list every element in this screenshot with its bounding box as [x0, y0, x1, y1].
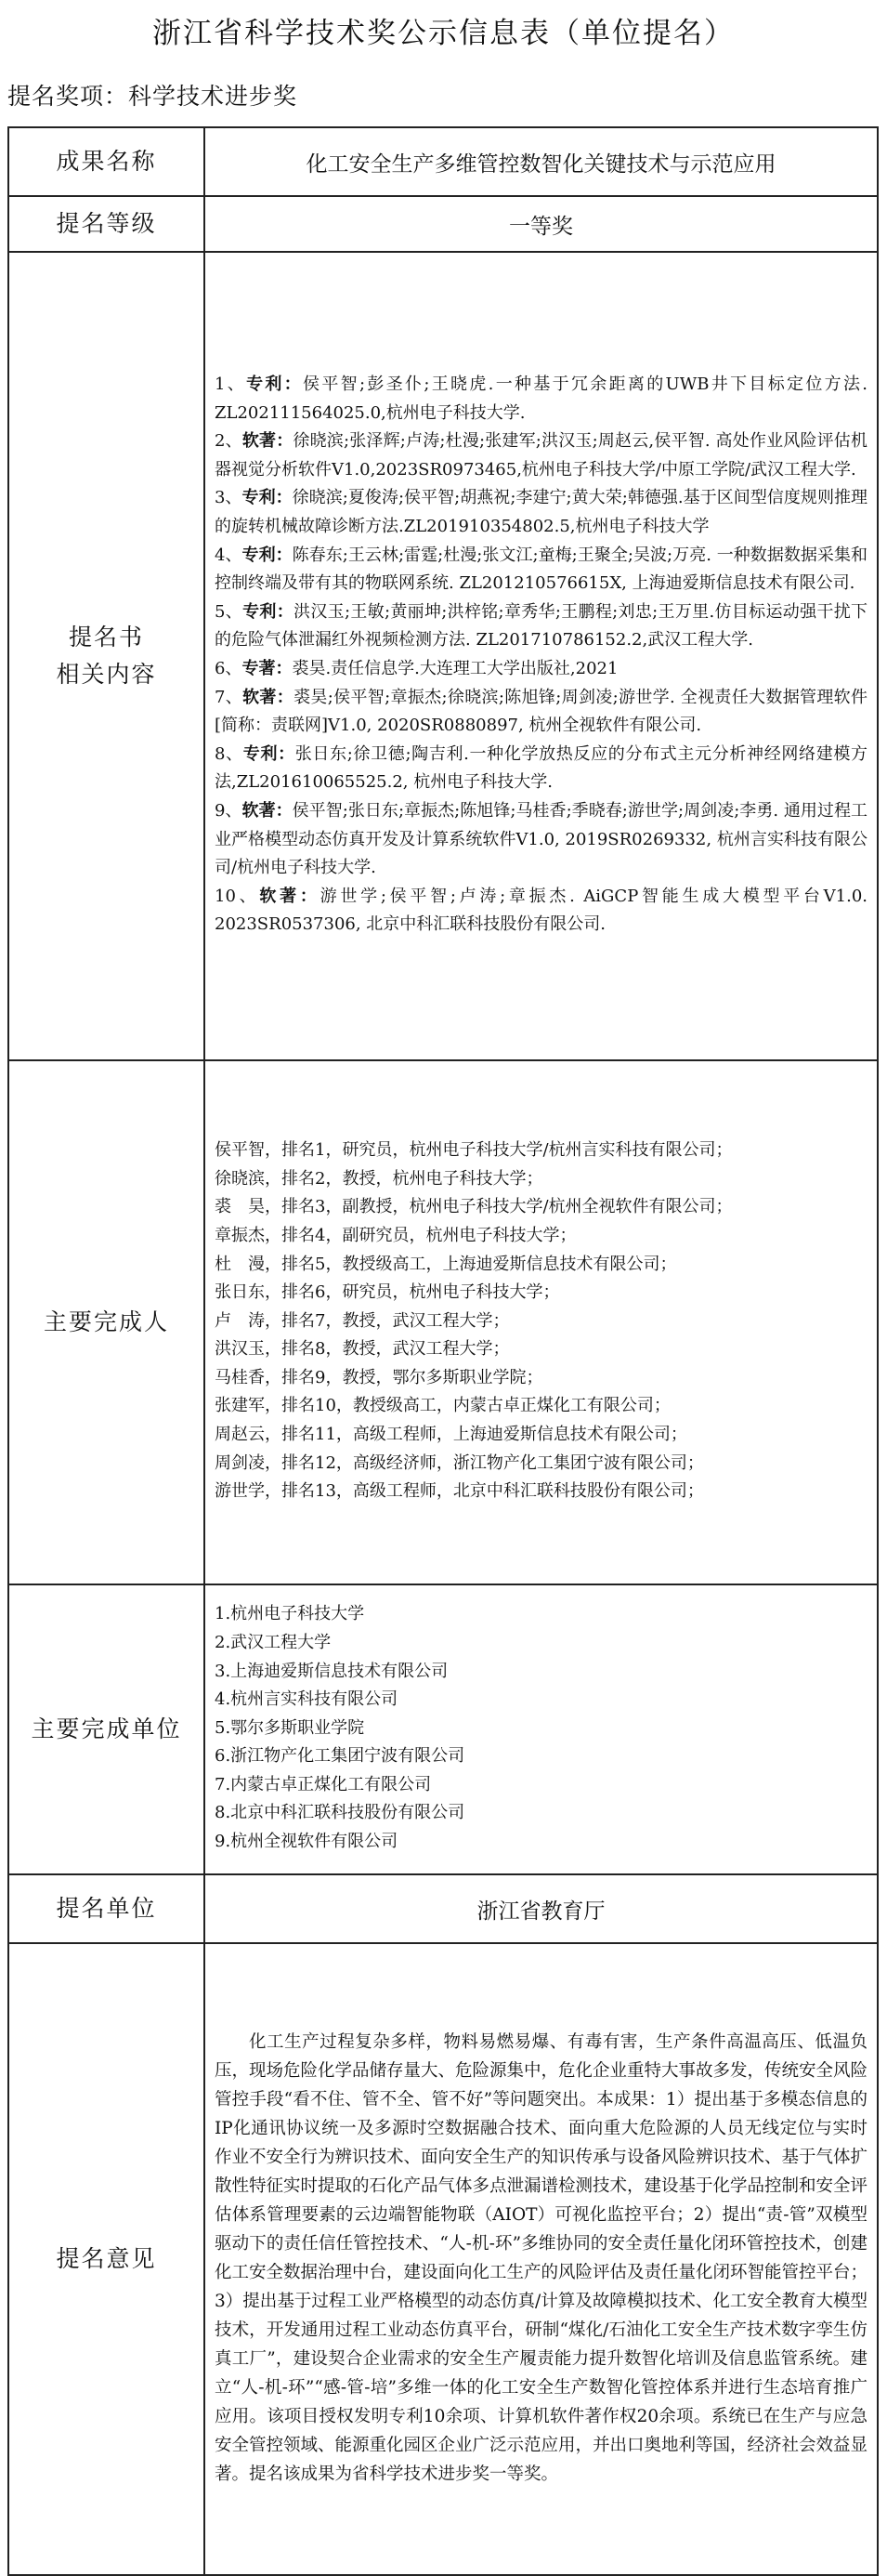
- unit-line: 1.杭州电子科技大学: [215, 1604, 365, 1624]
- row-grade: [8, 196, 878, 252]
- work-num: 10、: [215, 886, 260, 906]
- unit-line: 9.杭州全视软件有限公司: [215, 1832, 398, 1852]
- work-item: [215, 797, 867, 883]
- work-tag: 专利：: [241, 545, 293, 565]
- person-line: 裘 昊，排名3，副教授，杭州电子科技大学/杭州全视软件有限公司；: [215, 1197, 733, 1217]
- page-title: 浙江省科学技术奖公示信息表（单位提名）: [152, 17, 735, 50]
- person-line: 章振杰，排名4，副研究员，杭州电子科技大学；: [215, 1225, 577, 1245]
- work-text: 侯平智;张日东;章振杰;陈旭锋;马桂香;季晓春;游世学;周剑凌;李勇. 通用过程工业严格模型动态仿真开发及计算系统软件V1.0, 2019SR0269332, 杭州言实科技有限公司/杭州电子科技大学.: [215, 800, 867, 878]
- works-label-line1: 提名书: [68, 624, 144, 651]
- work-num: 4、: [215, 545, 242, 565]
- work-tag: 专著：: [241, 659, 293, 678]
- work-item: [215, 484, 867, 541]
- person-line: 周赵云，排名11，高级工程师，上海迪爱斯信息技术有限公司；: [215, 1425, 687, 1445]
- work-num: 8、: [215, 743, 243, 764]
- work-tag: 专利：: [241, 488, 293, 508]
- unit-line: 2.武汉工程大学: [215, 1632, 332, 1652]
- row-units: [8, 1584, 878, 1874]
- person-line: 周剑凌，排名12，高级经济师，浙江物产化工集团宁波有限公司；: [215, 1452, 704, 1473]
- nominator-value: 浙江省教育厅: [204, 1874, 878, 1943]
- person-line: 游世学，排名13，高级工程师，北京中科汇联科技股份有限公司；: [215, 1481, 704, 1502]
- row-project: [8, 127, 878, 196]
- unit-line: 3.上海迪爱斯信息技术有限公司: [215, 1661, 449, 1681]
- work-num: 7、: [215, 687, 243, 707]
- person-line: 杜 漫，排名5，教授级高工，上海迪爱斯信息技术有限公司；: [215, 1254, 677, 1274]
- unit-line: 7.内蒙古卓正煤化工有限公司: [215, 1774, 432, 1794]
- work-item: [215, 371, 867, 427]
- work-text: 侯平智;彭圣仆;王晓虎.一种基于冗余距离的UWB井下目标定位方法. ZL202111564025.0,杭州电子科技大学.: [215, 375, 868, 423]
- person-line: 卢 涛，排名7，教授，武汉工程大学；: [215, 1310, 510, 1331]
- person-line: 张建军，排名10，教授级高工，内蒙古卓正煤化工有限公司；: [215, 1396, 671, 1416]
- project-label: 成果名称: [8, 127, 204, 196]
- work-item: [215, 684, 867, 741]
- work-text: 洪汉玉;王敏;黄丽坤;洪梓铭;章秀华;王鹏程;刘忠;王万里.仿目标运动强干扰下的危险气体泄漏红外视频检测方法. ZL201710786152.2,武汉工程大学.: [215, 601, 868, 651]
- work-text: 游世学;侯平智;卢涛;章振杰. AiGCP智能生成大模型平台V1.0. 2023SR0537306, 北京中科汇联科技股份有限公司.: [215, 886, 868, 935]
- unit-line: 5.鄂尔多斯职业学院: [215, 1717, 365, 1738]
- works-content: [204, 252, 878, 1060]
- units-label: 主要完成单位: [8, 1584, 204, 1874]
- units-content: [204, 1584, 878, 1874]
- works-label-line2: 相关内容: [56, 661, 157, 688]
- work-num: 1、: [215, 375, 247, 395]
- work-item: [215, 427, 867, 484]
- work-text: 裘昊.责任信息学.大连理工大学出版社,2021: [292, 659, 619, 678]
- info-table: [7, 126, 879, 2576]
- work-item: [215, 542, 867, 598]
- opinion-content: [204, 1943, 878, 2575]
- work-tag: 软著：: [259, 886, 320, 906]
- project-name: 化工安全生产多维管控数智化关键技术与示范应用: [204, 127, 878, 196]
- unit-line: 4.杭州言实科技有限公司: [215, 1689, 398, 1710]
- row-opinion: [8, 1943, 878, 2575]
- opinion-label: 提名意见: [8, 1943, 204, 2575]
- work-tag: 专利：: [246, 375, 304, 395]
- work-tag: 专利：: [242, 743, 295, 764]
- works-list: [215, 371, 867, 940]
- unit-line: 6.浙江物产化工集团宁波有限公司: [215, 1746, 465, 1767]
- person-line: 徐晓滨，排名2，教授，杭州电子科技大学；: [215, 1168, 543, 1189]
- opinion-text: 化工生产过程复杂多样，物料易燃易爆、有毒有害，生产条件高温高压、低温负压，现场危险化学品储存量大、危险源集中，危化企业重特大事故多发，传统安全风险管控手段“看不住、管不全、管不好”等问题突出。本成果：1）提出基于多模态信息的IP化通讯协议统一及多源时空数据融合技术、面向重大危险源的人员无线定位与实时作业不安全行为辨识技术、面向安全生产的知识传承与设备风险辨识技术、基于气体扩散性特征实时提取的石化产品气体多点泄漏谱检测技术，建设基于化学品控制和安全评估体系管理要素的云边端智能物联（AIOT）可视化监控平台；2）提出“责-管”双模型驱动下的责任信任管控技术、“人-机-环”多维协同的安全责任量化闭环管控技术，创建化工安全数据治理中台，建设面向化工生产的风险评估及责任量化闭环智能管控平台；3）提出基于过程工业严格模型的动态仿真/计算及故障模拟技术、化工安全教育大模型技术，开发通用过程工业动态仿真平台，研制“煤化/石油化工安全生产技术数字孪生仿真工厂”，建设契合企业需求的安全生产履责能力提升数智化培训及信息监管系统。建立“人-机-环”“感-管-培”多维一体的化工安全生产数智化管控体系并进行生态培育推广应用。该项目授权发明专利10余项、计算机软件著作权20余项。系统已在生产与应急安全管控领域、能源重化园区企业广泛示范应用，并出口奥地利等国，经济社会效益显著。提名该成果为省科学技术进步奖一等奖。: [215, 2032, 868, 2484]
- work-text: 张日东;徐卫德;陶吉利.一种化学放热反应的分布式主元分析神经网络建模方法,ZL201610065525.2, 杭州电子科技大学.: [215, 743, 868, 793]
- works-label: [8, 252, 204, 1060]
- person-line: 侯平智，排名1，研究员，杭州电子科技大学/杭州言实科技有限公司；: [215, 1140, 733, 1161]
- grade-value: 一等奖: [204, 196, 878, 252]
- award-type: 提名奖项：科学技术进步奖: [7, 83, 298, 110]
- row-persons: [8, 1060, 878, 1584]
- work-text: 陈春东;王云林;雷霆;杜漫;张文江;童梅;王聚全;吴波;万亮. 一种数据数据采集和控制终端及带有其的物联网系统. ZL201210576615X, 上海迪爱斯信息技术有限公司.: [215, 545, 867, 594]
- work-item: [215, 883, 867, 940]
- units-list: [215, 1600, 867, 1856]
- work-text: 徐晓滨;夏俊涛;侯平智;胡燕祝;李建宁;黄大荣;韩德强.基于区间型信度规则推理的旋转机械故障诊断方法.ZL201910354802.5,杭州电子科技大学: [215, 488, 868, 537]
- work-text: 裘昊;侯平智;章振杰;徐晓滨;陈旭锋;周剑凌;游世学. 全视责任大数据管理软件[简称：责联网]V1.0, 2020SR0880897, 杭州全视软件有限公司.: [215, 687, 868, 736]
- work-tag: 软著：: [241, 800, 293, 821]
- work-num: 2、: [215, 431, 242, 452]
- work-item: [215, 598, 867, 655]
- work-tag: 专利：: [242, 601, 294, 622]
- grade-label: 提名等级: [8, 196, 204, 252]
- persons-label: 主要完成人: [8, 1060, 204, 1584]
- persons-content: [204, 1060, 878, 1584]
- person-line: 洪汉玉，排名8，教授，武汉工程大学；: [215, 1339, 510, 1360]
- person-line: 马桂香，排名9，教授，鄂尔多斯职业学院；: [215, 1367, 543, 1387]
- work-tag: 软著：: [241, 431, 293, 452]
- work-item: [215, 741, 867, 797]
- work-num: 9、: [215, 800, 242, 821]
- work-num: 3、: [215, 488, 242, 508]
- person-line: 张日东，排名6，研究员，杭州电子科技大学；: [215, 1282, 560, 1303]
- nominator-label: 提名单位: [8, 1874, 204, 1943]
- work-num: 5、: [215, 601, 243, 622]
- work-num: 6、: [215, 659, 242, 678]
- work-tag: 软著：: [242, 687, 294, 707]
- row-works: [8, 252, 878, 1060]
- row-nominator: [8, 1874, 878, 1943]
- work-text: 徐晓滨;张泽辉;卢涛;杜漫;张建军;洪汉玉;周赵云,侯平智. 高处作业风险评估机器视觉分析软件V1.0,2023SR0973465,杭州电子科技大学/中原工学院/武汉工程大学.: [215, 431, 867, 480]
- persons-list: [215, 1137, 867, 1506]
- unit-line: 8.北京中科汇联科技股份有限公司: [215, 1803, 465, 1823]
- work-item: [215, 655, 867, 684]
